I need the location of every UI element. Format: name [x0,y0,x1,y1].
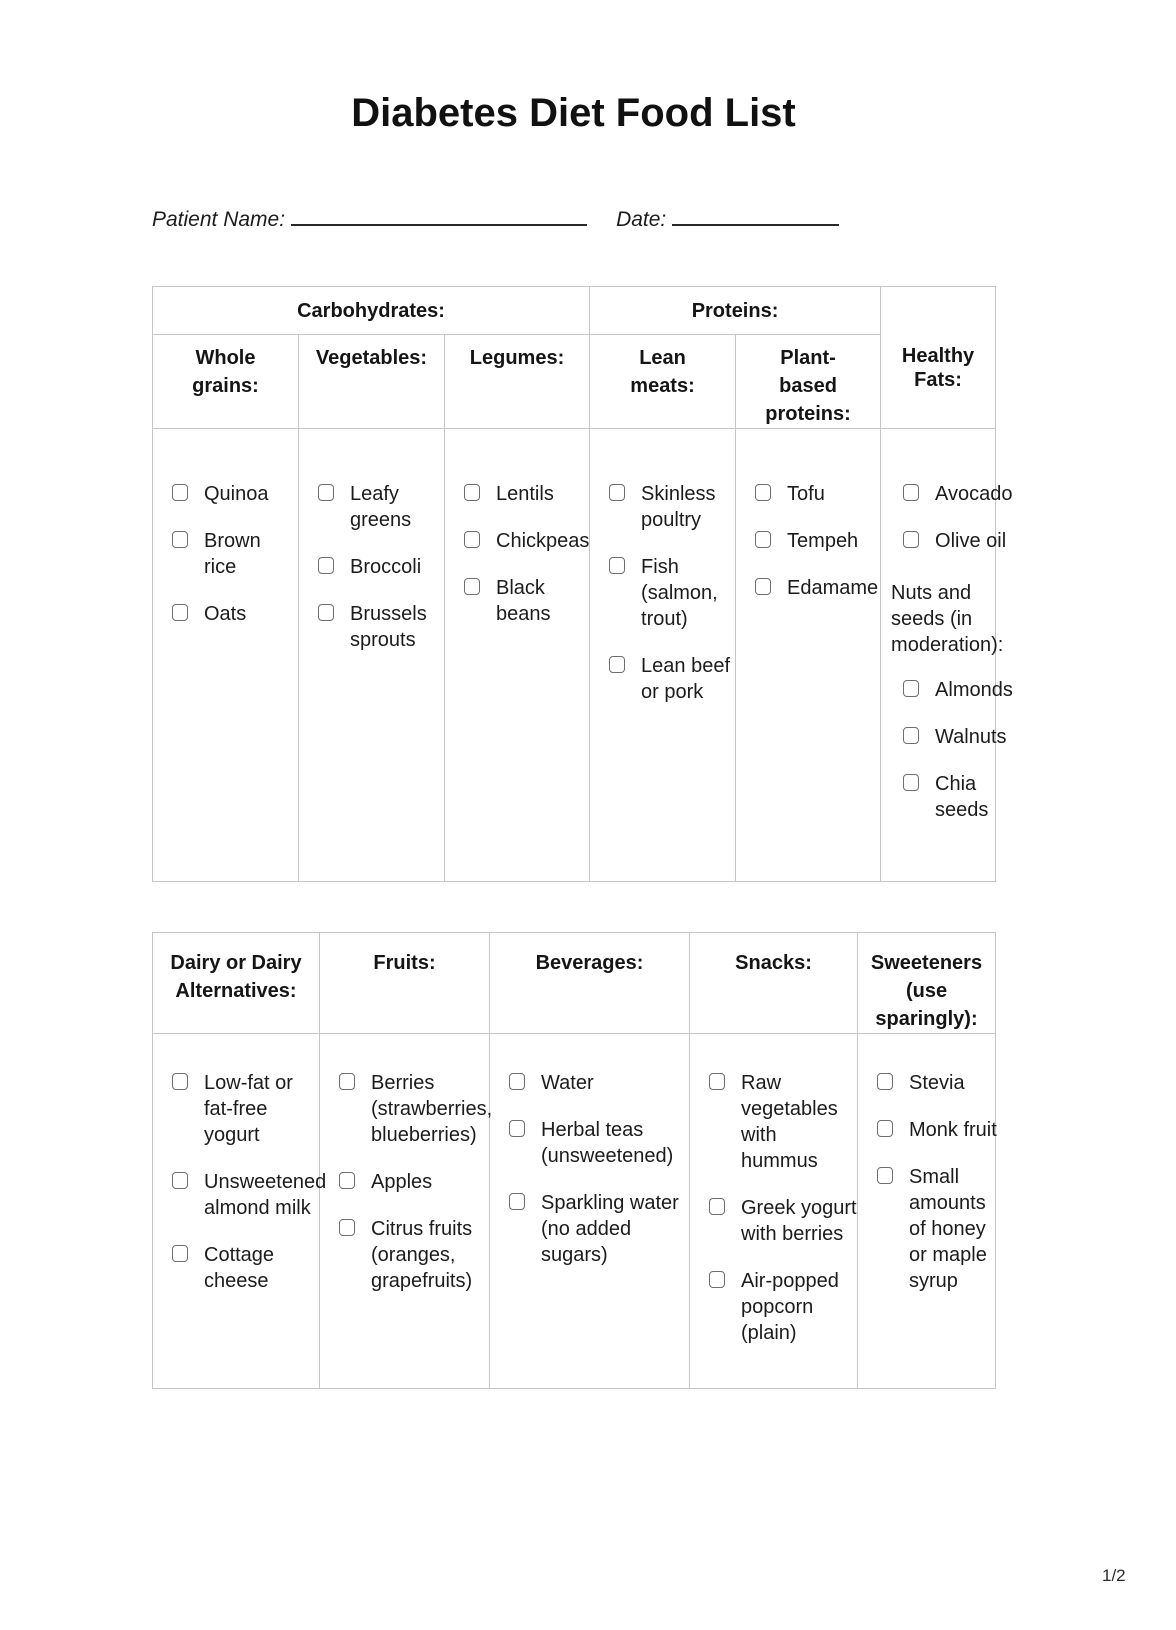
item-label: Chia seeds [935,773,989,821]
item-quinoa [172,481,298,507]
cell-snacks [690,1034,858,1389]
column-header-whole-grains: Whole grains: [153,335,299,429]
item-air-popped-popcorn [709,1268,857,1346]
cell-legumes [445,429,590,882]
column-header-healthy-fats: Healthy Fats: [881,287,996,429]
checkbox-citrus-fruits[interactable] [339,1219,355,1236]
item-brussels-sprouts [318,601,444,653]
item-avocado [903,481,1013,507]
checkbox-lean-beef-or-pork[interactable] [609,656,625,673]
item-walnuts [903,724,1007,750]
item-water [509,1070,689,1096]
item-citrus-fruits [339,1216,489,1294]
item-label: Herbal teas (unsweetened) [541,1119,674,1167]
checkbox-sparkling-water[interactable] [509,1193,525,1210]
patient-name-label: Patient Name: [152,208,286,231]
item-label: Chickpeas [496,530,590,552]
checkbox-water[interactable] [509,1073,525,1090]
item-label: Walnuts [935,726,1007,748]
checkbox-tempeh[interactable] [755,531,771,548]
checkbox-black-beans[interactable] [464,578,480,595]
item-tempeh [755,528,880,554]
item-label: Cottage cheese [204,1244,275,1292]
checkbox-edamame[interactable] [755,578,771,595]
column-header-snacks: Snacks: [690,933,858,1034]
column-header-vegetables: Vegetables: [299,335,445,429]
checkbox-air-popped-popcorn[interactable] [709,1271,725,1288]
item-label: Broccoli [350,556,422,578]
item-sparkling-water [509,1190,689,1268]
checkbox-walnuts[interactable] [903,727,919,744]
item-oats [172,601,298,627]
cell-vegetables [299,429,445,882]
item-chia-seeds [903,771,995,823]
item-label: Fish (salmon, trout) [641,556,718,630]
item-stevia [877,1070,995,1096]
item-label: Unsweetened almond milk [204,1171,327,1219]
item-label: Low-fat or fat-free yogurt [204,1072,293,1146]
patient-name-field[interactable] [291,206,587,226]
item-unsweetened-almond-milk [172,1169,327,1221]
checkbox-brussels-sprouts[interactable] [318,604,334,621]
item-low-fat-yogurt [172,1070,319,1148]
item-label: Greek yogurt with berries [741,1197,857,1245]
checkbox-chickpeas[interactable] [464,531,480,548]
cell-healthy-fats [881,429,1013,882]
item-label: Quinoa [204,483,269,505]
item-label: Leafy greens [350,483,412,531]
group-header-proteins: Proteins: [590,287,881,335]
checkbox-almonds[interactable] [903,680,919,697]
item-fish [609,554,735,632]
cell-whole-grains [153,429,299,882]
item-apples [339,1169,489,1195]
date-label: Date: [616,208,667,231]
item-label: Lean beef or pork [641,655,731,703]
column-header-fruits: Fruits: [320,933,490,1034]
item-broccoli [318,554,444,580]
column-header-beverages: Beverages: [490,933,690,1034]
checkbox-apples[interactable] [339,1172,355,1189]
item-label: Olive oil [935,530,1007,552]
checkbox-brown-rice[interactable] [172,531,188,548]
item-label: Brussels sprouts [350,603,427,651]
group-header-carbohydrates: Carbohydrates: [153,287,590,335]
item-black-beans [464,575,589,627]
cell-beverages [490,1034,690,1389]
column-header-legumes: Legumes: [445,335,590,429]
item-label: Apples [371,1171,433,1193]
item-label: Oats [204,603,247,625]
item-label: Raw vegetables with hummus [741,1072,838,1172]
checkbox-herbal-teas[interactable] [509,1120,525,1137]
item-label: Skinless poultry [641,483,716,531]
checkbox-tofu[interactable] [755,484,771,501]
column-header-dairy: Dairy or Dairy Alternatives: [153,933,320,1034]
item-label: Black beans [496,577,551,625]
item-herbal-teas [509,1117,689,1169]
food-groups-table-secondary [152,932,996,1389]
item-label: Tofu [787,483,825,505]
cell-fruits [320,1034,493,1389]
checkbox-monk-fruit[interactable] [877,1120,893,1137]
item-label: Edamame [787,577,879,599]
cell-plant-based-proteins [736,429,881,882]
item-almonds [903,677,1013,703]
cell-lean-meats [590,429,736,882]
checkbox-unsweetened-almond-milk[interactable] [172,1172,188,1189]
date-field[interactable] [672,206,839,226]
item-label: Brown rice [204,530,261,578]
column-header-lean-meats: Lean meats: [590,335,736,429]
subheading-nuts-and-seeds: Nuts and seeds (in moderation): [891,582,1004,656]
item-label: Water [541,1072,594,1094]
food-groups-table-primary [152,286,1013,882]
item-olive-oil [903,528,1007,554]
item-tofu [755,481,880,507]
checkbox-skinless-poultry[interactable] [609,484,625,501]
item-label: Small amounts of honey or maple syrup [909,1166,987,1292]
checkbox-oats[interactable] [172,604,188,621]
item-lentils [464,481,589,507]
page-title: Diabetes Diet Food List [351,91,796,135]
checkbox-leafy-greens[interactable] [318,484,334,501]
checkbox-greek-yogurt-berries[interactable] [709,1198,725,1215]
page-number: 1/2 [1102,1566,1126,1585]
item-cottage-cheese [172,1242,319,1294]
item-label: Monk fruit [909,1119,997,1141]
checkbox-broccoli[interactable] [318,557,334,574]
checkbox-honey-maple-syrup[interactable] [877,1167,893,1184]
checkbox-low-fat-yogurt[interactable] [172,1073,188,1090]
checkbox-cottage-cheese[interactable] [172,1245,188,1262]
item-skinless-poultry [609,481,735,533]
item-edamame [755,575,880,601]
item-label: Sparkling water (no added sugars) [541,1192,679,1266]
item-label: Almonds [935,679,1013,701]
checkbox-olive-oil[interactable] [903,531,919,548]
item-brown-rice [172,528,298,580]
cell-dairy [153,1034,327,1389]
checkbox-lentils[interactable] [464,484,480,501]
patient-info-row [152,206,995,234]
column-header-sweeteners: Sweeteners (use sparingly): [858,933,996,1034]
item-chickpeas [464,528,589,554]
cell-sweeteners [858,1034,996,1389]
item-label: Stevia [909,1072,965,1094]
item-greek-yogurt-berries [709,1195,857,1247]
item-berries [339,1070,493,1148]
item-label: Berries (strawberries, blueberries) [371,1072,493,1146]
checkbox-avocado[interactable] [903,484,919,501]
item-leafy-greens [318,481,444,533]
item-label: Air-popped popcorn (plain) [741,1270,839,1344]
checkbox-berries[interactable] [339,1073,355,1090]
item-lean-beef-or-pork [609,653,735,705]
checkbox-chia-seeds[interactable] [903,774,919,791]
checkbox-stevia[interactable] [877,1073,893,1090]
checkbox-fish[interactable] [609,557,625,574]
item-label: Lentils [496,483,554,505]
item-label: Citrus fruits (oranges, grapefruits) [371,1218,473,1292]
item-raw-vegetables-hummus [709,1070,857,1174]
checkbox-raw-vegetables-hummus[interactable] [709,1073,725,1090]
item-monk-fruit [877,1117,995,1143]
item-label: Avocado [935,483,1013,505]
checkbox-quinoa[interactable] [172,484,188,501]
column-header-plant-based-proteins: Plant-based proteins: [736,335,881,429]
item-label: Tempeh [787,530,859,552]
item-honey-maple-syrup [877,1164,995,1294]
